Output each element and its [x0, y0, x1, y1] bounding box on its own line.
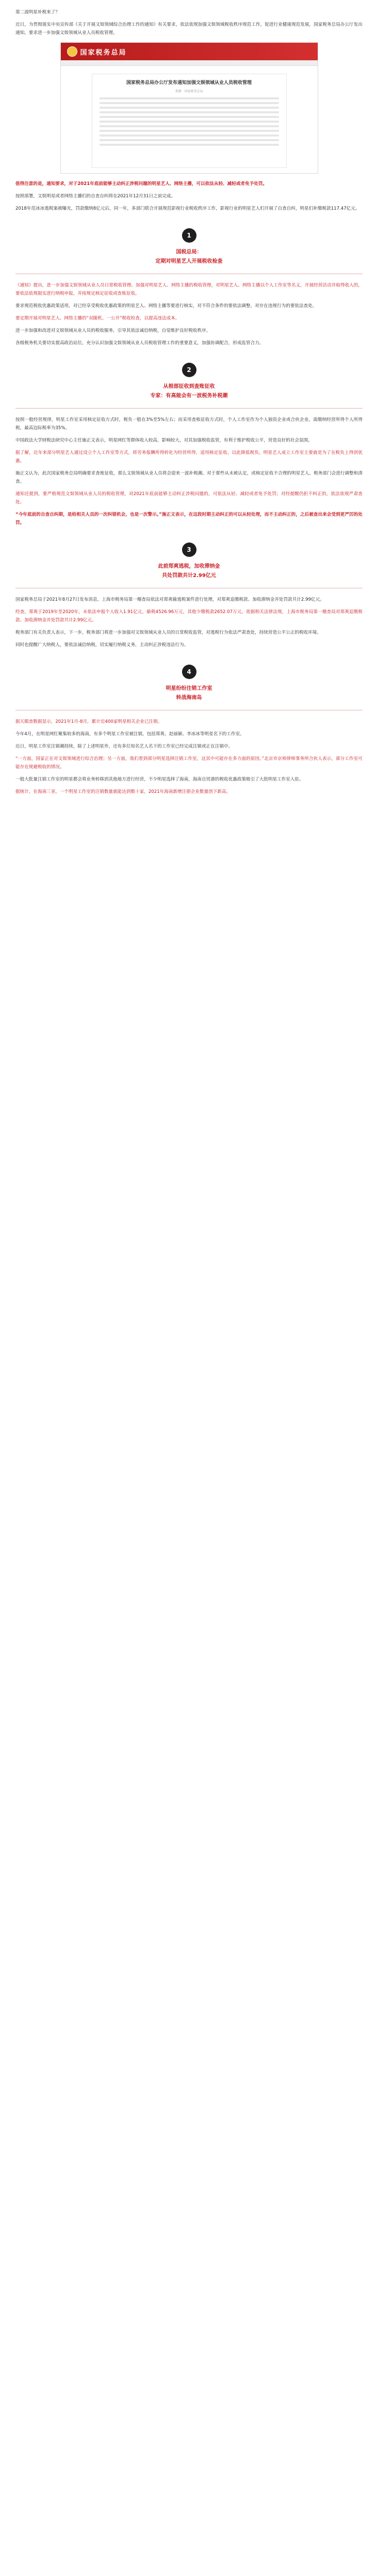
text-line-placeholder	[100, 102, 279, 104]
text-line-placeholder	[100, 130, 279, 132]
section-divider	[15, 408, 363, 409]
section-title: 此前郑爽逃税，加收滞纳金 共处罚款共计2.99亿元	[158, 564, 220, 579]
section-3-paragraph: 同时也提醒广大纳税人，要依法诚信纳税，切实履行纳税义务，主动纠正涉税违法行为。	[15, 642, 189, 648]
text-line-placeholder	[100, 97, 279, 99]
section-2-paragraph: 施正文认为，此次国家税务总局明确要求查账征收，那么文娱领域从业人员将会迎来一波补税潮。对于那些从未被认定，或核定征收不合理的明星艺人，税务部门会进行调整和清查。	[15, 471, 363, 484]
section-1-paragraph: 进一步加强和改进对文娱领域从业人员的税收服务，引导其依法诚信纳税，自觉维护良好税收秩序。	[15, 328, 211, 333]
text-line-placeholder	[100, 134, 279, 137]
section-number-badge: 4	[182, 665, 196, 679]
section-title: 国税总局： 定期对明星艺人开展税收检查	[155, 249, 223, 264]
section-3-paragraph: 经查，郑爽于2019年至2020年，未依法申报个人收入1.91亿元，偷税4526.96万元，其他少缴税款2652.07万元。依据相关法律法规，上海市税务局第一稽查局对郑爽追缴税款、加收滞纳金并处罚款共计2.99亿元。	[15, 609, 363, 623]
section-title: 明星纷纷注销工作室 转战海南岛	[166, 686, 212, 701]
section-4-paragraph: “一方面，国家正在对文娱领域进行综合治理；另一方面，我们看到部分明星选择注销工作室，这其中可能存在多方面的原因。”北京市京师律师事务所合伙人表示，部分工作室可能存在规避税收的情况。	[15, 756, 363, 770]
site-navbar	[61, 60, 318, 66]
news-article-meta: 来源：国家税务总局	[175, 90, 203, 93]
text-line-placeholder	[100, 144, 279, 146]
news-article-title: 国家税务总局办公厅发布通知加强文娱领域从业人员税收管理	[126, 80, 252, 86]
section-4-header	[15, 665, 363, 703]
section-1-paragraph: 《通知》提出，进一步加强文娱领域从业人员日常税收管理。加强对明星艺人、网络主播的税收管理，对明星艺人、网络主播以个人工作室等名义，开展经营活动并取得收入的，要依法依规据实进行纳税申报，并按规定核定征收或查账征收。	[15, 283, 363, 296]
section-2-paragraph: 据了解，近年来部分明星艺人通过设立个人工作室等方式，将劳务报酬所得转化为经营所得，适用核定征收，以此降低税负，明星艺人成立工作室主要就是为了在税负上得到优惠。	[15, 450, 363, 464]
text-line-placeholder	[100, 111, 279, 113]
news-screenshot-image	[60, 42, 318, 174]
national-emblem-icon	[67, 46, 77, 57]
section-3-paragraph: 税务部门有关负责人表示，下一步，税务部门将进一步加强对文娱领域从业人员的日常税收监管，对逃税行为依法严肃查处，持续营造公平公正的税收环境。	[15, 630, 321, 635]
section-1-paragraph: 要定期开展对明星艺人、网络主播的“双随机、一公开”税收检查，以提高违法成本。	[15, 316, 180, 321]
section-number-badge: 3	[182, 543, 196, 557]
intro-paragraph: 近日，为贯彻落实中央宣传部《关于开展文娱领域综合治理工作的通知》有关要求，依法依规加强文娱领域税收秩序规范工作，促进行业健康规范发展，国家税务总局办公厅发出通知，要求进一步加强文娱领域从业人员税收管理。	[15, 22, 363, 36]
section-4-paragraph: 一般大批量注销工作室的明星都会将业务转移到其他地方进行经营，不少明星选择了海南，海南自贸港的税收优惠政策吸引了大批明星工作室入驻。	[15, 777, 304, 782]
section-2-header	[15, 363, 363, 401]
news-article-box	[92, 74, 287, 168]
site-name: 国家税务总局	[80, 48, 127, 57]
section-2-paragraph: “今年底前的自查自纠期，是给相关人员的一次纠错机会，也是一次警示。”施正文表示，在这段时期主动纠正的可以从轻处理，而不主动纠正的，之后被查出来会受到更严厉的处罚。	[15, 512, 363, 526]
note-paragraph: 值得注意的是，通知要求，对于2021年底前能够主动纠正涉税问题的明星艺人、网络主播，可以依法从轻、减轻或者免予处罚。	[15, 181, 267, 187]
section-2-paragraph: 通知还提到，要严格规范文娱领域从业人员的税收管理，对2021年底前能够主动纠正涉税问题的，可依法从轻、减轻或者免予处罚；对经提醒仍拒不纠正的，依法依规严肃查处。	[15, 492, 363, 505]
section-4-paragraph: 今年4月，在明星网红聚集较多的海南，有多个明星工作室被注销，包括郑爽、赵丽颖、李冰冰等明星名下的工作室。	[15, 732, 244, 737]
intro-question: 第二波明星补税来了？	[15, 10, 60, 15]
section-3-paragraph: 国家税务总局于2021年8月27日发布消息，上海市税务局第一稽查局依法对郑爽偷逃税案件进行处理，对郑爽追缴税款、加收滞纳金并处罚款共计2.99亿元。	[15, 597, 324, 602]
section-4-paragraph: 据统计，在海南三亚，一个明星工作室的注销数量就能达到数十家，2021年海南新增注册企业数量创下新高。	[15, 789, 231, 794]
section-4-paragraph: 近日，明星工作室注销潮持续，除了上述明星外，还有多位知名艺人名下的工作室已经完成注销或正在注销中。	[15, 744, 233, 749]
site-banner	[61, 43, 318, 60]
section-4-paragraph: 据天眼查数据显示，2021年1月-8月，累计近400家明星相关企业已注销。	[15, 719, 162, 724]
section-1-header	[15, 228, 363, 266]
text-line-placeholder	[100, 107, 279, 109]
text-line-placeholder	[100, 116, 279, 118]
section-2-paragraph: 按照一般经营规律，明星工作室采用核定征收方式时，税负一般在3%至5%左右；而采用查账征收方式时，个人工作室作为个人独资企业或合伙企业，需缴纳经营所得个人所得税，最高边际税率为35%。	[15, 417, 363, 431]
section-1-paragraph: 各级税务机关要切实提高政治站位，充分认识加强文娱领域从业人员税收管理工作的重要意义，加强协调配合，形成监管合力。	[15, 341, 264, 346]
section-title: 从根部征收到查账征收 专家：有高能会有一波税务补税潮	[150, 384, 228, 399]
section-3-header	[15, 543, 363, 581]
section-number-badge: 1	[182, 228, 196, 243]
history-paragraph: 2018年范冰冰逃税案被曝光，罚款缴纳8亿元后，同一年，多部门联合开展规范影视行业税收秩序工作，影视行业的明星艺人们开展了自查自纠，明星们补缴税款117.47亿元。	[15, 206, 360, 211]
deadline-paragraph: 按照部署，文娱明星或者网络主播们的自查自纠将在2021年12月31日之前完成。	[15, 194, 176, 199]
text-line-placeholder	[100, 121, 279, 123]
section-number-badge: 2	[182, 363, 196, 377]
text-line-placeholder	[100, 139, 279, 141]
text-line-placeholder	[100, 125, 279, 127]
section-1-paragraph: 要求规范税收优惠政策适用，对已经享受税收优惠政策的明星艺人、网络主播等要进行核实，对不符合条件的要依法调整，对存在违规行为的要依法查处。	[15, 303, 317, 309]
section-2-paragraph: 中国政法大学财税法研究中心主任施正文表示，明星网红等群体收入较高，影响较大，对其加强税收监管，有利于维护税收公平，营造良好的社会氛围。	[15, 438, 313, 443]
